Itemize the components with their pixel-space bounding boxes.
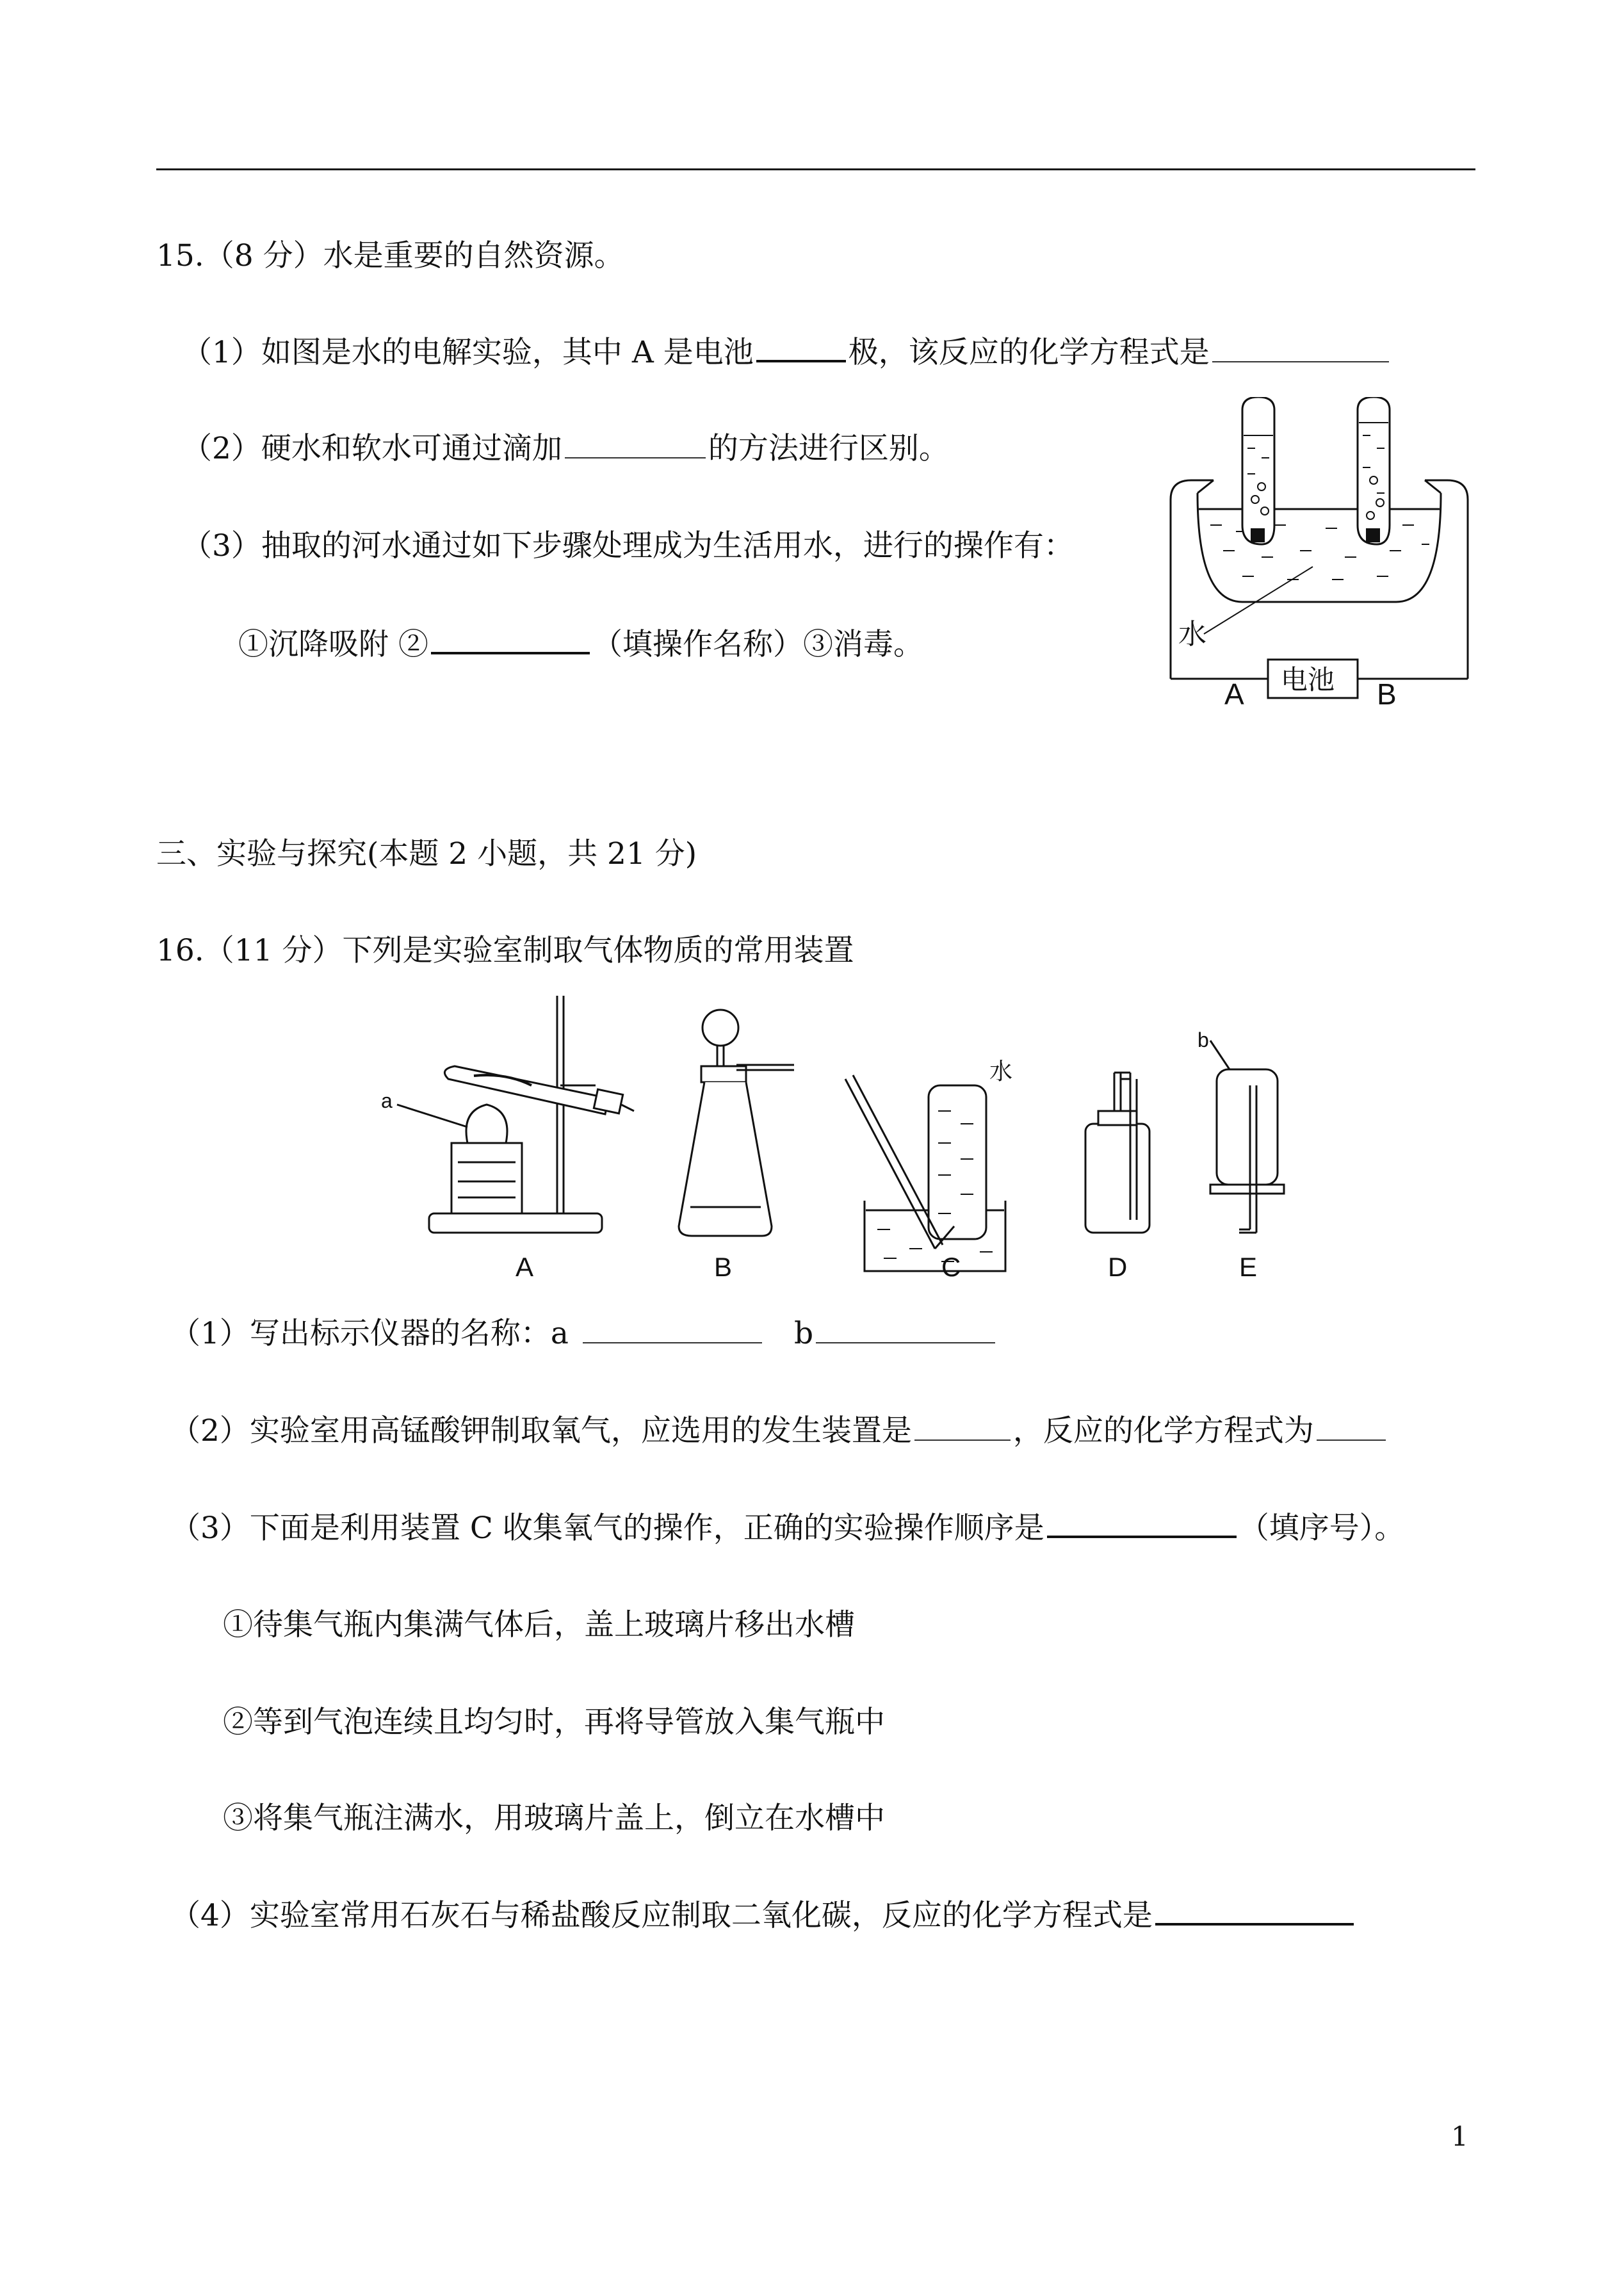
answer-blank-device[interactable] xyxy=(914,1433,1011,1441)
q16-title: 16.（11 分）下列是实验室制取气体物质的常用装置 xyxy=(156,933,854,968)
instrument-b-label: b xyxy=(1198,1028,1209,1051)
answer-blank-kmno4-equation[interactable] xyxy=(1317,1433,1386,1441)
q15-steps: ①沉降吸附 ② （填操作名称）③消毒。 xyxy=(238,627,923,662)
answer-blank-b[interactable] xyxy=(816,1336,995,1343)
q16-option-2: ②等到气泡连续且均匀时，再将导管放入集气瓶中 xyxy=(223,1705,885,1740)
header-rule xyxy=(156,168,1475,170)
q16-part1: （1）写出标示仪器的名称：a b xyxy=(170,1315,998,1353)
q16-part4: （4）实验室常用石灰石与稀盐酸反应制取二氧化碳，反应的化学方程式是 xyxy=(170,1897,1356,1935)
answer-blank-co2-equation[interactable] xyxy=(1155,1917,1354,1926)
answer-blank-a[interactable] xyxy=(583,1336,762,1343)
section3-title: 三、实验与探究(本题 2 小题，共 21 分) xyxy=(156,836,697,872)
water-label: 水 xyxy=(1178,619,1206,650)
apparatus-label-a: A xyxy=(516,1252,534,1282)
q16-option-1: ①待集气瓶内集满气体后，盖上玻璃片移出水槽 xyxy=(223,1607,855,1642)
instrument-a-label: a xyxy=(381,1089,393,1112)
electrode-a-label: A xyxy=(1224,677,1244,711)
apparatus-label-c: C xyxy=(941,1252,961,1282)
answer-blank-order[interactable] xyxy=(1047,1529,1237,1538)
page-number: 1 xyxy=(1451,2121,1468,2152)
electrolysis-apparatus-figure xyxy=(1165,397,1473,711)
q15-title: 15.（8 分）水是重要的自然资源。 xyxy=(156,238,624,273)
q16-option-3: ③将集气瓶注满水，用玻璃片盖上，倒立在水槽中 xyxy=(223,1801,885,1836)
q16-part3: （3）下面是利用装置 C 收集氧气的操作，正确的实验操作顺序是 （填序号）。 xyxy=(170,1511,1405,1546)
trough-water-label: 水 xyxy=(989,1058,1013,1084)
q15-part2: （2）硬水和软水可通过滴加 的方法进行区别。 xyxy=(182,431,949,466)
apparatus-label-e: E xyxy=(1239,1252,1258,1282)
lab-apparatus-figure xyxy=(378,989,1300,1284)
electrode-b-label: B xyxy=(1377,677,1397,711)
answer-blank-reagent[interactable] xyxy=(565,451,706,458)
apparatus-label-b: B xyxy=(714,1252,733,1282)
q16-part2: （2）实验室用高锰酸钾制取氧气，应选用的发生装置是 ，反应的化学方程式为 xyxy=(170,1412,1388,1450)
apparatus-label-d: D xyxy=(1108,1252,1128,1282)
q15-part1: （1）如图是水的电解实验，其中 A 是电池 极，该反应的化学方程式是 xyxy=(182,334,1392,372)
q15-part3: （3）抽取的河水通过如下步骤处理成为生活用水，进行的操作有： xyxy=(182,528,1074,564)
battery-label: 电池 xyxy=(1281,665,1335,695)
answer-blank-equation[interactable] xyxy=(1212,355,1389,362)
answer-blank-operation[interactable] xyxy=(431,645,590,654)
answer-blank-pole[interactable] xyxy=(756,353,846,362)
